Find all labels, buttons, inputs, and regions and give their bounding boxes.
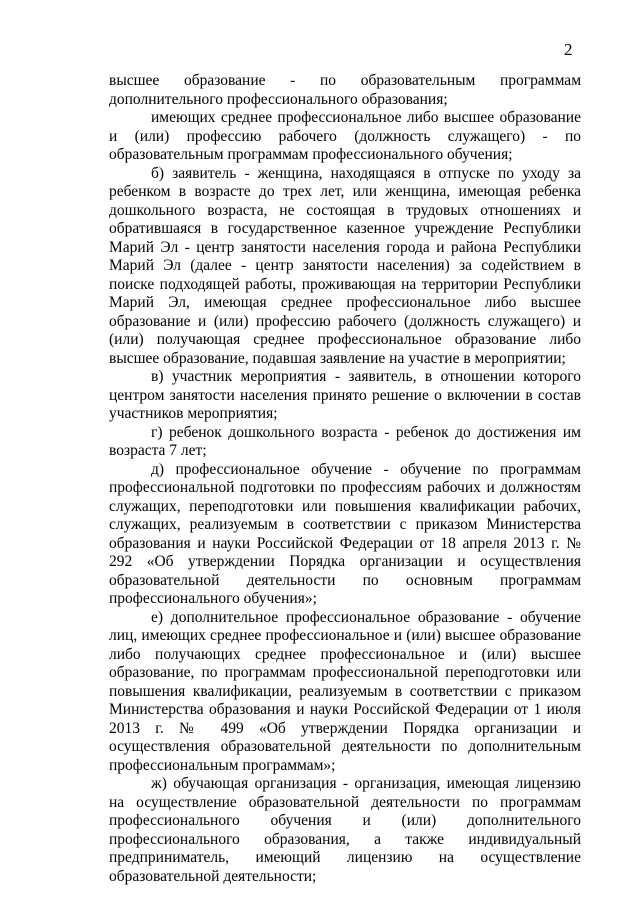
document-body: [109, 72, 581, 886]
paragraph-item-zh: ж) обучающая организация - организация, имеющая лицензию на осуществление образовательной деятельности по программам профессионального обучения и (или) дополнительного профессионального образования, а также индивидуальный предприниматель, имеющий лицензию на осуществление образовательной деятельности;: [109, 775, 581, 885]
paragraph-item-b: б) заявитель - женщина, находящаяся в отпуске по уходу за ребенком в возрасте до трех лет, или женщина, имеющая ребенка дошкольного возраста, не состоящая в трудовых отношениях и обратившаяся в государственное казенное учреждение Республики Марий Эл - центр занятости населения города и района Республики Марий Эл (далее - центр занятости населения) за содействием в поиске подходящей работы, проживающая на территории Республики Марий Эл, имеющая среднее профессиональное либо высшее образование и (или) профессию рабочего (должность служащего) и (или) получающая среднее профессиональное образование либо высшее образование, подавшая заявление на участие в мероприятии;: [109, 164, 581, 367]
paragraph-item-e: е) дополнительное профессиональное образование - обучение лиц, имеющих среднее профессиональное и (или) высшее образование либо получающих среднее профессиональное и (или) высшее образование, по программам профессиональной переподготовки или повышения квалификации, реализуемым в соответствии с приказом Министерства образования и науки Российской Федерации от 1 июля 2013 г. № 499 «Об утверждении Порядка организации и осуществления образовательной деятельности по дополнительным профессиональным программам»;: [109, 608, 581, 774]
paragraph: имеющих среднее профессиональное либо высшее образование и (или) профессию рабочего (должность служащего) - по образовательным программам профессионального обучения;: [109, 109, 581, 163]
page-number: 2: [564, 40, 573, 59]
paragraph-item-d: д) профессиональное обучение - обучение по программам профессиональной подготовки по профессиям рабочих и должностям служащих, переподготовки или повышения квалификации рабочих, служащих, реализуемым в соответствии с приказом Министерства образования и науки Российской Федерации от 18 апреля 2013 г. № 292 «Об утверждении Порядка организации и осуществления образовательной деятельности по основным программам профессионального обучения»;: [109, 460, 581, 607]
paragraph-item-v: в) участник мероприятия - заявитель, в отношении которого центром занятости населения принято решение о включении в состав участников мероприятия;: [109, 368, 581, 422]
paragraph-continuation: высшее образование - по образовательным программам дополнительного профессионального образования;: [109, 72, 581, 108]
paragraph-item-g: г) ребенок дошкольного возраста - ребенок до достижения им возраста 7 лет;: [109, 423, 581, 459]
